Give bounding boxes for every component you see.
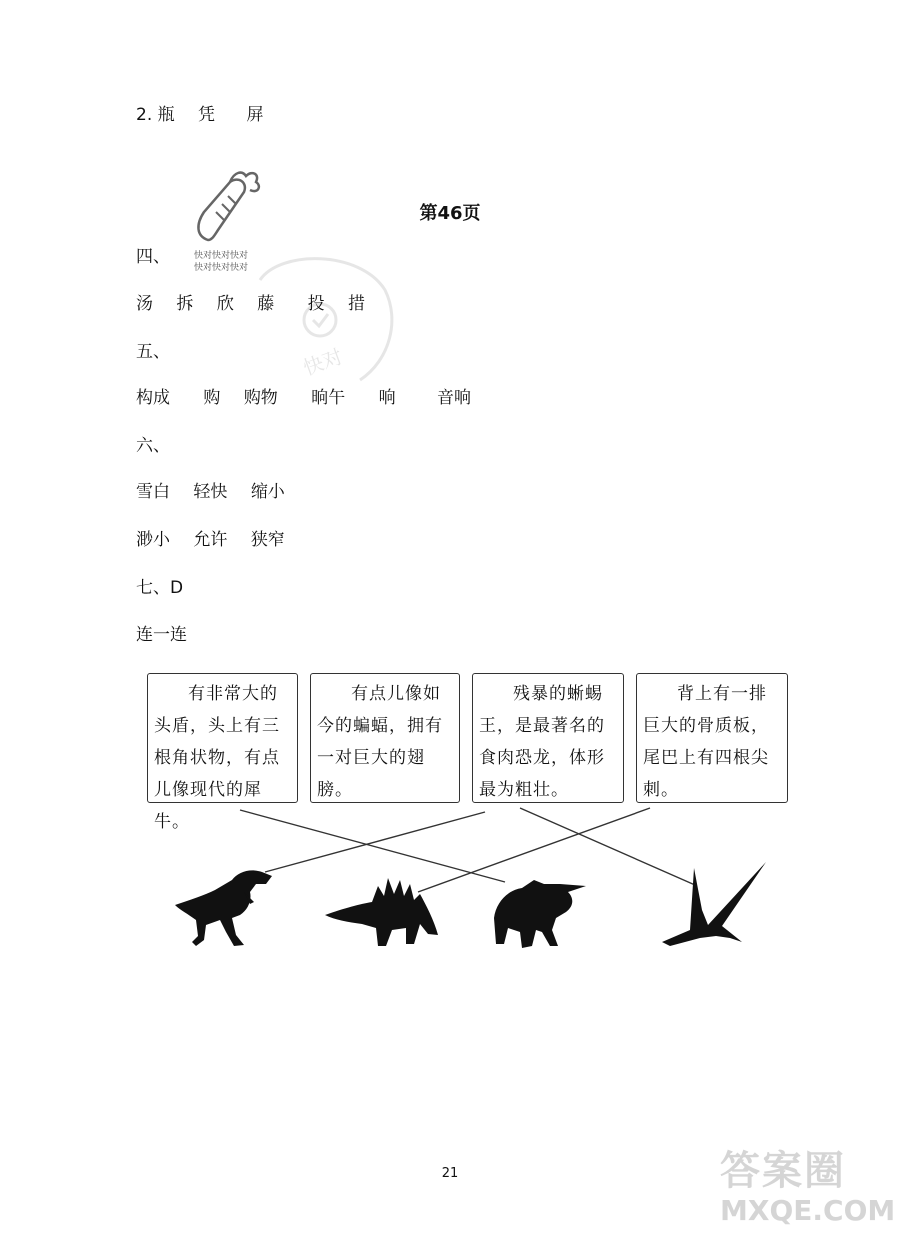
section-5-label: 五、: [136, 342, 170, 362]
description-box-3: 残暴的蜥蜴王，是最著名的食肉恐龙，体形最为粗壮。: [472, 673, 624, 803]
page-number: 21: [441, 1166, 459, 1181]
pterosaur-icon: [662, 862, 766, 946]
tyrannosaurus-icon: [175, 870, 272, 946]
description-box-2: 有点儿像如今的蝙蝠，拥有一对巨大的翅膀。: [310, 673, 460, 803]
answer-6-2: 轻快: [193, 482, 228, 502]
answer-6-3: 缩小: [250, 482, 285, 502]
answer-6-5: 允许: [193, 530, 228, 550]
answer-2-a: 2. 瓶: [136, 105, 175, 125]
answer-4-2: 拆: [176, 294, 194, 314]
answer-5-6: 音响: [437, 388, 472, 408]
answer-5-4: 晌午: [311, 388, 346, 408]
description-box-1: 有非常大的头盾，头上有三根角状物，有点儿像现代的犀牛。: [147, 673, 298, 803]
answer-4-1: 汤: [136, 294, 153, 314]
answer-6-1: 雪白: [136, 482, 170, 502]
page-title: 第46页: [419, 203, 481, 224]
match-label: 连一连: [136, 625, 187, 645]
section-4-label: 四、: [136, 247, 170, 267]
watermark-center-text: 快对: [300, 344, 346, 381]
answer-4-5: 投: [307, 294, 325, 314]
stegosaurus-icon: [325, 878, 438, 946]
match-line-1: [240, 810, 505, 882]
corner-watermark: 答案圈 MXQE.COM: [720, 1148, 896, 1227]
match-line-3: [265, 812, 485, 872]
answer-6-6: 狭窄: [250, 530, 285, 550]
answer-5-1: 构成: [136, 388, 170, 408]
triceratops-icon: [494, 880, 586, 948]
logo-caption: 快对快对快对 快对快对快对: [194, 251, 249, 273]
answer-4-4: 藤: [257, 294, 275, 314]
answer-2-c: 屏: [246, 105, 264, 125]
answer-4-6: 措: [348, 294, 366, 314]
answer-2-b: 凭: [198, 105, 216, 125]
description-box-4: 背上有一排巨大的骨质板，尾巴上有四根尖刺。: [636, 673, 788, 803]
section-7-answer: 七、D: [136, 578, 184, 598]
answer-5-2: 购: [203, 388, 221, 408]
answer-6-4: 渺小: [136, 530, 170, 550]
answer-5-3: 购物: [243, 388, 278, 408]
match-line-2: [520, 808, 695, 885]
answer-4-3: 欣: [216, 294, 234, 314]
answer-5-5: 响: [378, 388, 396, 408]
section-6-label: 六、: [136, 436, 170, 456]
